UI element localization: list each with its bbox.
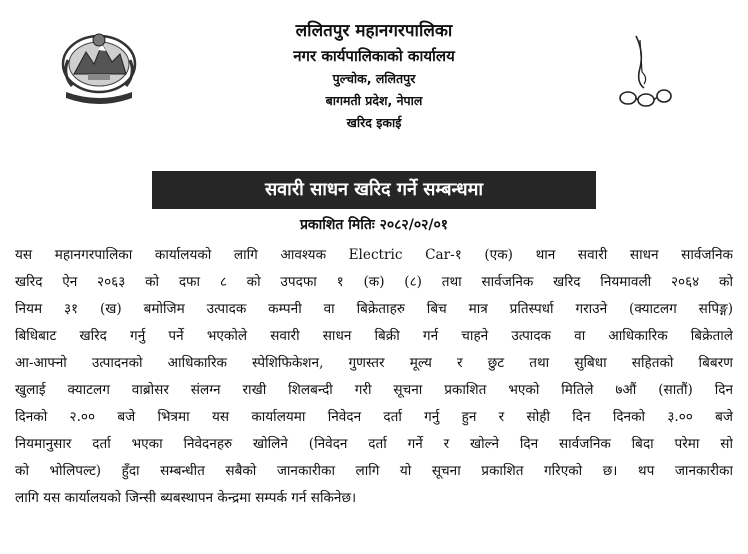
address-line-2: बागमती प्रदेश, नेपाल <box>325 93 423 108</box>
municipality-name: ललितपुर महानगरपालिका <box>295 21 453 41</box>
body-line-last: लागि यस कार्यालयको जिन्सी ब्यबस्थापन केन्द्रमा सम्पर्क गर्न सकिनेछ। <box>15 490 357 506</box>
notice-body <box>15 242 733 512</box>
unit-name: खरिद इकाई <box>346 115 402 130</box>
letterhead <box>180 18 568 134</box>
signature-mark-icon <box>614 32 676 112</box>
body-line: को भोलिपल्ट) हुँदा सम्बन्धीत सबैको जानकारीका लागि यो सूचना प्रकाशित गरिएको छ। थप जानकारीका <box>15 463 733 479</box>
notice-title: सवारी साधन खरिद गर्ने सम्बन्धमा <box>152 171 596 209</box>
body-line: खुलाई क्याटलग वाब्रोसर संलग्न राखी शिलबन्दी गरी सूचना प्रकाशित भएको मितिले ७औं (सातौं) दिन <box>15 382 733 398</box>
body-line: खरिद ऐन २०६३ को दफा ८ को उपदफा १ (क) (८) तथा सार्वजनिक खरिद नियमावली २०६४ को <box>15 274 733 290</box>
body-line: दिनको २.०० बजे भित्रमा यस कार्यालयमा निवेदन दर्ता गर्नु हुन र सोही दिन दिनको ३.०० बजे <box>15 409 733 425</box>
body-line: यस महानगरपालिका कार्यालयको लागि आवश्यक Electric Car-१ (एक) थान सवारी साधन सार्वजनिक <box>15 247 733 263</box>
nepal-emblem-icon <box>58 30 140 104</box>
body-line: नियमानुसार दर्ता भएका निवेदनहरु खोलिने (निवेदन दर्ता गर्ने र खोल्ने दिन सार्वजनिक बिदा परेमा सो <box>15 436 733 452</box>
body-line: आ-आफ्नो उत्पादनको आधिकारिक स्पेशिफिकेशन, गुणस्तर मूल्य र छुट तथा सुबिधा सहितको बिबरण <box>15 355 733 371</box>
body-line: नियम ३१ (ख) बमोजिम उत्पादक कम्पनी वा बिक्रेताहरु बिच मात्र प्रतिस्पर्धा गराउने (क्याटलग सपिङ्ग) <box>15 301 733 317</box>
address-line-1: पुल्चोक, ललितपुर <box>332 71 416 86</box>
body-line: बिधिबाट खरिद गर्नु पर्ने भएकोले सवारी साधन बिक्री गर्न चाहने उत्पादक वा आधिकारिक बिक्रेताले <box>15 328 733 344</box>
office-name: नगर कार्यपालिकाको कार्यालय <box>293 47 455 65</box>
published-date: प्रकाशित मितिः २०८२/०२/०१ <box>299 217 449 233</box>
